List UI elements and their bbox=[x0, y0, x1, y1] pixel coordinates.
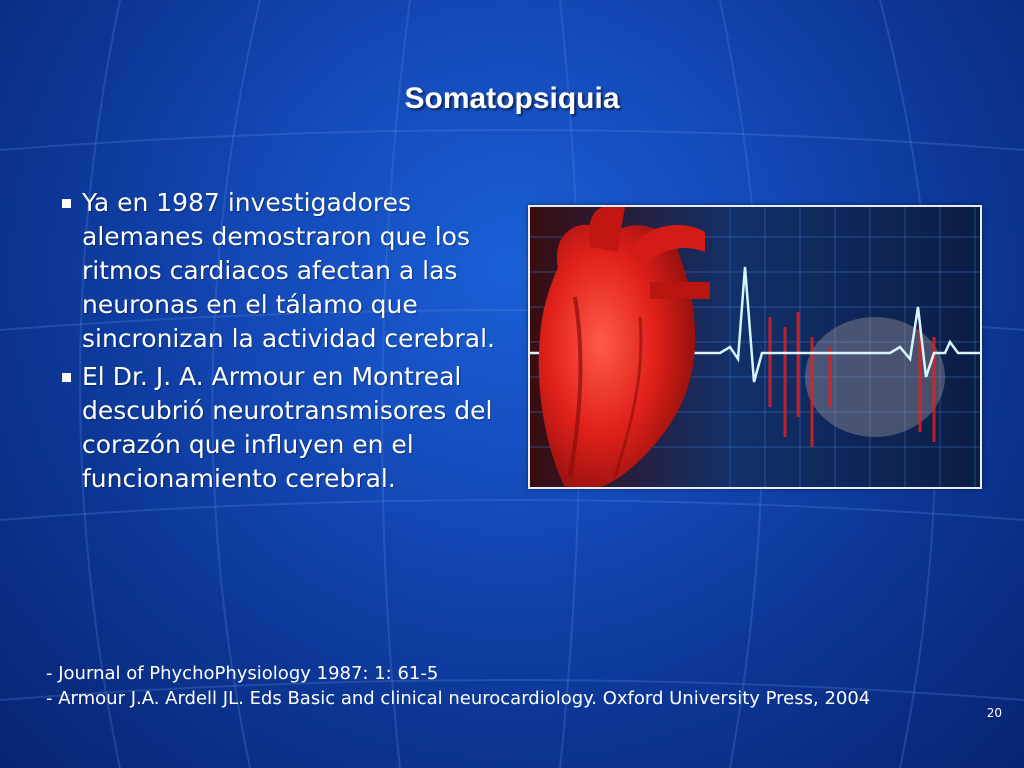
page-number: 20 bbox=[986, 706, 1002, 720]
heart-ecg-brain-illustration bbox=[528, 205, 982, 489]
bullet-item bbox=[62, 186, 502, 356]
bullet-text: El Dr. J. A. Armour en Montreal descubrió neurotransmisores del corazón que influyen en el funcionamiento cerebral. bbox=[82, 362, 493, 493]
square-bullet-icon bbox=[62, 199, 71, 208]
reference-line: - Armour J.A. Ardell JL. Eds Basic and clinical neurocardiology. Oxford University Press, 2004 bbox=[46, 688, 871, 709]
references bbox=[46, 661, 870, 711]
slide-title: Somatopsiquia bbox=[404, 82, 620, 115]
bullet-list bbox=[62, 186, 502, 500]
bullet-item bbox=[62, 360, 502, 496]
reference-line: - Journal of PhychoPhysiology 1987: 1: 61-5 bbox=[46, 663, 439, 684]
square-bullet-icon bbox=[62, 373, 71, 382]
bullet-text: Ya en 1987 investigadores alemanes demostraron que los ritmos cardiacos afectan a las neuronas en el tálamo que sincronizan la actividad cerebral. bbox=[82, 188, 495, 353]
